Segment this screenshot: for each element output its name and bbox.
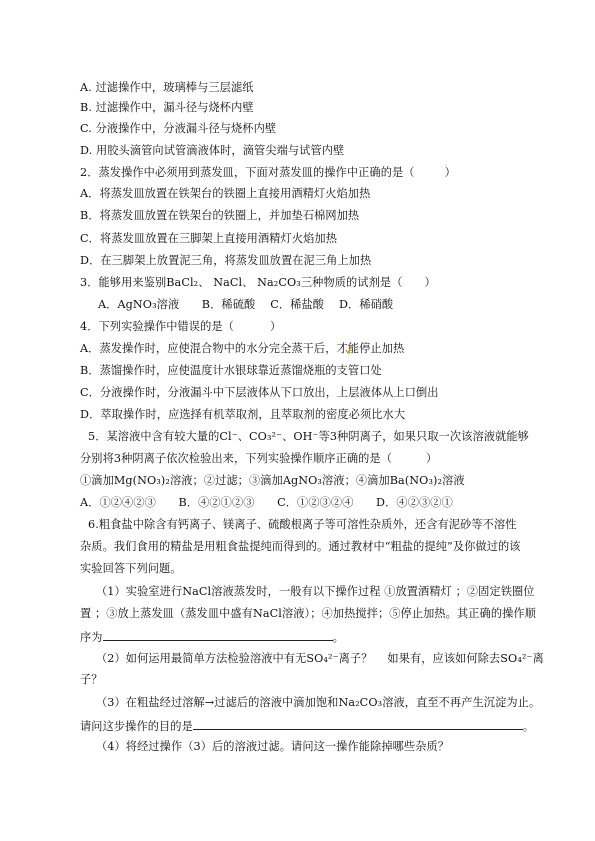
q6-part2-line-2: 子？ bbox=[80, 673, 103, 686]
q6-part1-end: 。 bbox=[332, 631, 344, 644]
q2-stem-end: ） bbox=[444, 166, 456, 179]
q1-option-c: C. 分液操作中，分液漏斗径与烧杯内壁 bbox=[80, 122, 277, 135]
q5-stem-end: ） bbox=[425, 452, 438, 465]
q2-option-d: D．在三脚架上放置泥三角，将蒸发皿放置在泥三角上加热 bbox=[80, 254, 372, 267]
q5-stem-text: 分别将3种阴离子依次检验出来，下列实验操作顺序正确的是（ bbox=[80, 452, 392, 465]
check-mark-icon bbox=[345, 344, 353, 354]
q4-option-c: C．分液操作时，分液漏斗中下层液体从下口放出，上层液体从上口倒出 bbox=[80, 386, 439, 399]
q5-stem-line-2 bbox=[80, 452, 437, 466]
q6-part3-prefix: 请问这步操作的目的是 bbox=[80, 720, 193, 733]
q1-option-d: D. 用胶头滴管向试管滴液体时，滴管尖端与试管内壁 bbox=[80, 144, 345, 157]
q4-option-a: A．蒸发操作时，应使混合物中的水分完全蒸干后，才能停止加热 bbox=[80, 342, 405, 355]
q2-stem-text: 2．蒸发操作中必须用到蒸发皿，下面对蒸发皿的操作中正确的是（ bbox=[80, 166, 415, 179]
q2-stem bbox=[80, 166, 456, 180]
q1-option-a: A. 过滤操作中，玻璃棒与三层滤纸 bbox=[80, 81, 254, 94]
q6-intro-line-1: 6.粗食盐中除含有钙离子、镁离子、硫酸根离子等可溶性杂质外，还含有泥砂等不溶性 bbox=[88, 518, 517, 531]
q1-option-b: B. 过滤操作中，漏斗径与烧杯内壁 bbox=[80, 101, 254, 114]
q4-stem-text: 4．下列实验操作中错误的是（ bbox=[80, 320, 234, 333]
q2-option-a: A．将蒸发皿放置在铁架台的铁圈上直接用酒精灯火焰加热 bbox=[80, 187, 371, 200]
q3-stem bbox=[80, 276, 436, 290]
q5-options: A．①②④②③ B．④②①②③ C．①②③②④ D．④②③②① bbox=[80, 496, 453, 509]
q6-part1-line-1: （1）实验室进行NaCl溶液蒸发时，一般有以下操作过程 ①放置酒精灯 ；②固定铁圈位 bbox=[96, 585, 535, 598]
q4-stem bbox=[80, 320, 281, 334]
q6-part3-end: 。 bbox=[522, 720, 535, 733]
q6-part3-line-1: （3）在粗盐经过溶解→过滤后的溶液中滴加饱和Na₂CO₃溶液，直至不再产生沉淀为止。 bbox=[96, 696, 541, 709]
q2-option-b: B．将蒸发皿放置在铁架台的铁圈上，并加垫石棉网加热 bbox=[80, 209, 360, 222]
q2-option-c: C．将蒸发皿放置在三脚架上直接用酒精灯火焰加热 bbox=[80, 232, 337, 245]
q5-stem-line-1: 5．某溶液中含有较大量的Cl⁻、CO₃²⁻、OH⁻等3种阴离子，如果只取一次该溶液就能够 bbox=[88, 430, 529, 443]
q4-option-d: D．萃取操作时，应选择有机萃取剂，且萃取剂的密度必须比水大 bbox=[80, 408, 406, 421]
q3-stem-end: ） bbox=[424, 276, 436, 289]
q6-intro-line-3: 实验回答下列问题。 bbox=[80, 562, 182, 575]
q6-intro-line-2: 杂质。我们食用的精盐是用粗食盐提纯而得到的。通过教材中“粗盐的提纯”及你做过的该 bbox=[80, 540, 521, 553]
q6-part3-answer-blank[interactable] bbox=[193, 718, 523, 730]
q6-part4: （4）将经过操作（3）后的溶液过滤。请问这一操作能除掉哪些杂质？ bbox=[96, 740, 450, 753]
q6-part1-line-2: 置 ；③放上蒸发皿（蒸发皿中盛有NaCl溶液）；④加热搅拌；⑤停止加热。其正确的操作顺 bbox=[80, 607, 536, 620]
q6-part1-answer-blank[interactable] bbox=[103, 629, 333, 641]
q3-stem-text: 3．能够用来鉴别BaCl₂、 NaCl、 Na₂CO₃三种物质的试剂是（ bbox=[80, 276, 403, 289]
q6-part3-line-2 bbox=[80, 718, 534, 734]
q3-options: A．AgNO₃溶液 B．稀硫酸 C．稀盐酸 D．稀硝酸 bbox=[98, 298, 394, 311]
q5-steps: ①滴加Mg(NO₃)₂溶液；②过滤；③滴加AgNO₃溶液；④滴加Ba(NO₃)₂溶液 bbox=[80, 474, 465, 487]
q6-part1-prefix: 序为 bbox=[80, 631, 103, 644]
q6-part1-line-3 bbox=[80, 629, 344, 645]
q4-stem-end: ） bbox=[269, 320, 282, 333]
q6-part2-line-1: （2）如何运用最简单方法检验溶液中有无SO₄²⁻离子？ 如果有，应该如何除去SO₄²⁻离 bbox=[96, 652, 544, 665]
q4-option-b: B．蒸馏操作时，应使温度计水银球靠近蒸馏烧瓶的支管口处 bbox=[80, 364, 382, 377]
